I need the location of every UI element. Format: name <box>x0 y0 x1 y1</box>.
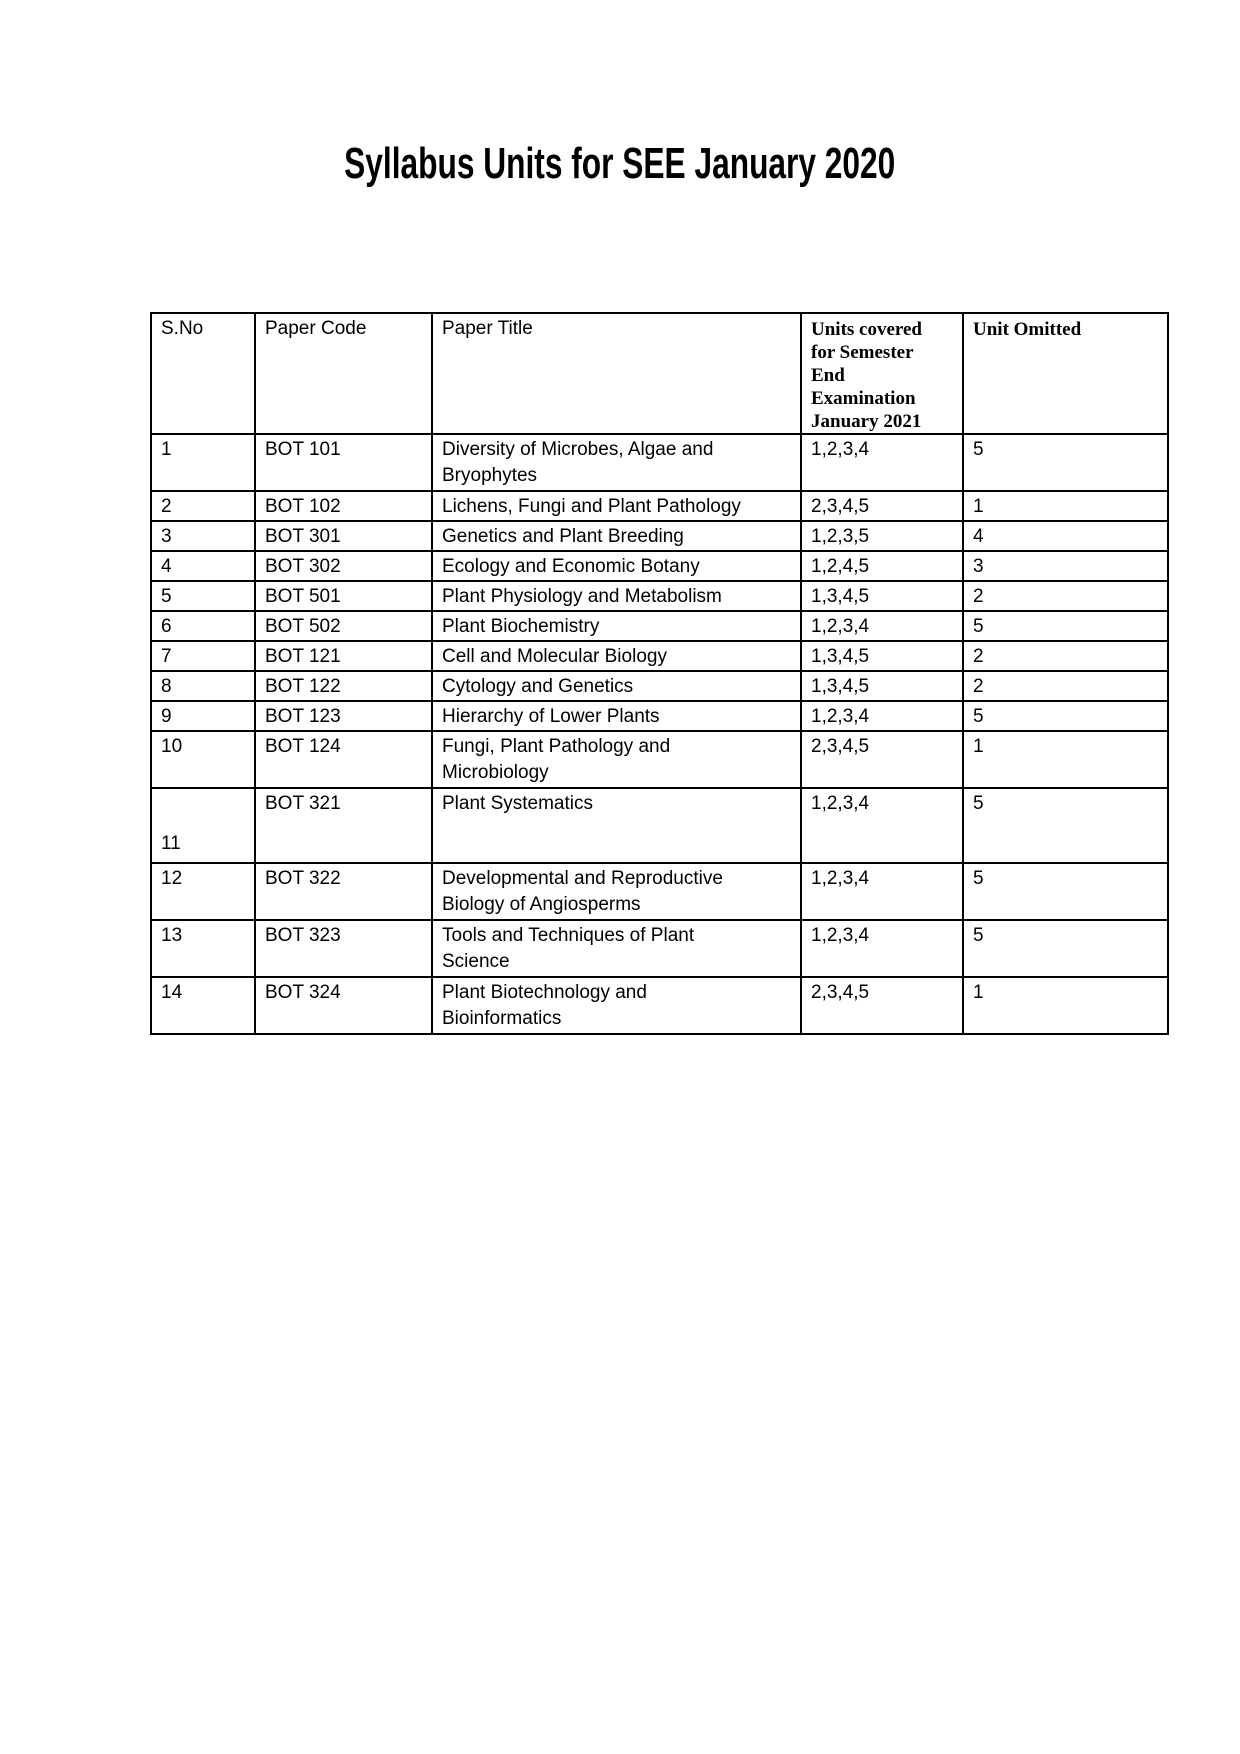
cell-unit-omitted: 5 <box>963 920 1168 977</box>
table-row <box>151 551 1168 581</box>
cell-paper-code: BOT 321 <box>255 788 432 863</box>
cell-unit-omitted: 5 <box>963 701 1168 731</box>
cell-units-covered: 1,2,3,4 <box>801 434 963 491</box>
cell-units-covered: 1,2,3,4 <box>801 788 963 863</box>
cell-paper-code: BOT 122 <box>255 671 432 701</box>
cell-units-covered: 1,3,4,5 <box>801 671 963 701</box>
cell-units-covered: 1,2,3,4 <box>801 920 963 977</box>
cell-units-covered: 1,2,3,4 <box>801 863 963 920</box>
paper-title-line: Biology of Angiosperms <box>442 894 641 915</box>
paper-title-line: Ecology and Economic Botany <box>442 556 700 577</box>
cell-sno: 10 <box>151 731 255 788</box>
paper-title-line: Hierarchy of Lower Plants <box>442 706 660 727</box>
syllabus-table <box>150 312 1169 1035</box>
paper-title-line: Microbiology <box>442 762 549 783</box>
cell-unit-omitted: 5 <box>963 863 1168 920</box>
cell-unit-omitted: 2 <box>963 581 1168 611</box>
cell-units-covered: 1,3,4,5 <box>801 581 963 611</box>
paper-title-line: Tools and Techniques of Plant <box>442 925 695 946</box>
paper-title-line: Fungi, Plant Pathology and <box>442 736 671 757</box>
cell-paper-code: BOT 501 <box>255 581 432 611</box>
cell-units-covered: 2,3,4,5 <box>801 977 963 1034</box>
cell-paper-code: BOT 502 <box>255 611 432 641</box>
table-row <box>151 491 1168 521</box>
page-title <box>0 138 1240 190</box>
table-header-row <box>151 313 1168 434</box>
cell-units-covered: 2,3,4,5 <box>801 731 963 788</box>
paper-title-line: Cell and Molecular Biology <box>442 646 667 667</box>
cell-paper-code: BOT 324 <box>255 977 432 1034</box>
cell-units-covered: 1,2,3,5 <box>801 521 963 551</box>
cell-sno: 8 <box>151 671 255 701</box>
paper-title-line: Genetics and Plant Breeding <box>442 526 684 547</box>
cell-units-covered: 1,2,3,4 <box>801 701 963 731</box>
paper-title-line: Developmental and Reproductive <box>442 868 723 889</box>
cell-paper-title <box>432 701 801 731</box>
table-row <box>151 521 1168 551</box>
cell-sno: 14 <box>151 977 255 1034</box>
cell-paper-title <box>432 641 801 671</box>
cell-unit-omitted: 5 <box>963 434 1168 491</box>
header-units-covered-line: End <box>811 365 845 386</box>
paper-title-line: Plant Biochemistry <box>442 616 600 637</box>
table-row <box>151 581 1168 611</box>
table-row <box>151 434 1168 491</box>
cell-sno: 12 <box>151 863 255 920</box>
cell-paper-code: BOT 123 <box>255 701 432 731</box>
header-unit-omitted: Unit Omitted <box>963 313 1168 434</box>
cell-unit-omitted: 5 <box>963 611 1168 641</box>
cell-paper-title <box>432 551 801 581</box>
header-units-covered-line: for Semester <box>811 342 914 363</box>
table-row <box>151 863 1168 920</box>
cell-sno: 1 <box>151 434 255 491</box>
cell-paper-code: BOT 302 <box>255 551 432 581</box>
cell-paper-code: BOT 102 <box>255 491 432 521</box>
cell-paper-code: BOT 121 <box>255 641 432 671</box>
header-sno: S.No <box>151 313 255 434</box>
table-row <box>151 731 1168 788</box>
cell-paper-title <box>432 863 801 920</box>
paper-title-line: Cytology and Genetics <box>442 676 634 697</box>
cell-paper-code: BOT 124 <box>255 731 432 788</box>
cell-sno: 3 <box>151 521 255 551</box>
header-units-covered <box>801 313 963 434</box>
cell-sno: 13 <box>151 920 255 977</box>
cell-unit-omitted: 1 <box>963 731 1168 788</box>
cell-paper-code: BOT 323 <box>255 920 432 977</box>
cell-sno: 11 <box>151 788 255 863</box>
cell-paper-title <box>432 977 801 1034</box>
table-row <box>151 611 1168 641</box>
cell-unit-omitted: 3 <box>963 551 1168 581</box>
table-row <box>151 671 1168 701</box>
paper-title-line: Lichens, Fungi and Plant Pathology <box>442 496 741 517</box>
paper-title-line: Bioinformatics <box>442 1008 562 1029</box>
paper-title-line: Diversity of Microbes, Algae and <box>442 439 714 460</box>
paper-title-line: Plant Systematics <box>442 793 593 814</box>
cell-paper-title <box>432 434 801 491</box>
cell-paper-title <box>432 788 801 863</box>
cell-units-covered: 1,2,3,4 <box>801 611 963 641</box>
header-units-covered-line: Examination <box>811 388 916 409</box>
header-paper-code: Paper Code <box>255 313 432 434</box>
cell-unit-omitted: 2 <box>963 671 1168 701</box>
cell-paper-title <box>432 731 801 788</box>
table-row <box>151 788 1168 863</box>
cell-paper-title <box>432 611 801 641</box>
cell-units-covered: 1,2,4,5 <box>801 551 963 581</box>
table-row <box>151 701 1168 731</box>
cell-units-covered: 1,3,4,5 <box>801 641 963 671</box>
page-title-text: Syllabus Units for SEE January 2020 <box>344 139 896 188</box>
cell-unit-omitted: 4 <box>963 521 1168 551</box>
cell-sno: 7 <box>151 641 255 671</box>
cell-paper-code: BOT 322 <box>255 863 432 920</box>
cell-sno: 4 <box>151 551 255 581</box>
cell-unit-omitted: 5 <box>963 788 1168 863</box>
cell-sno: 2 <box>151 491 255 521</box>
cell-paper-code: BOT 101 <box>255 434 432 491</box>
cell-unit-omitted: 2 <box>963 641 1168 671</box>
cell-paper-title <box>432 920 801 977</box>
table-row <box>151 641 1168 671</box>
paper-title-line: Science <box>442 951 510 972</box>
table-row <box>151 977 1168 1034</box>
cell-unit-omitted: 1 <box>963 977 1168 1034</box>
paper-title-line: Plant Physiology and Metabolism <box>442 586 722 607</box>
cell-paper-title <box>432 521 801 551</box>
cell-paper-code: BOT 301 <box>255 521 432 551</box>
cell-unit-omitted: 1 <box>963 491 1168 521</box>
cell-sno: 9 <box>151 701 255 731</box>
paper-title-line: Bryophytes <box>442 465 538 486</box>
cell-paper-title <box>432 491 801 521</box>
cell-units-covered: 2,3,4,5 <box>801 491 963 521</box>
cell-paper-title <box>432 671 801 701</box>
cell-sno: 6 <box>151 611 255 641</box>
header-units-covered-line: January 2021 <box>811 411 922 432</box>
header-paper-title: Paper Title <box>432 313 801 434</box>
paper-title-line: Plant Biotechnology and <box>442 982 647 1003</box>
cell-paper-title <box>432 581 801 611</box>
cell-sno: 5 <box>151 581 255 611</box>
table-row <box>151 920 1168 977</box>
header-units-covered-line: Units covered <box>811 319 922 340</box>
